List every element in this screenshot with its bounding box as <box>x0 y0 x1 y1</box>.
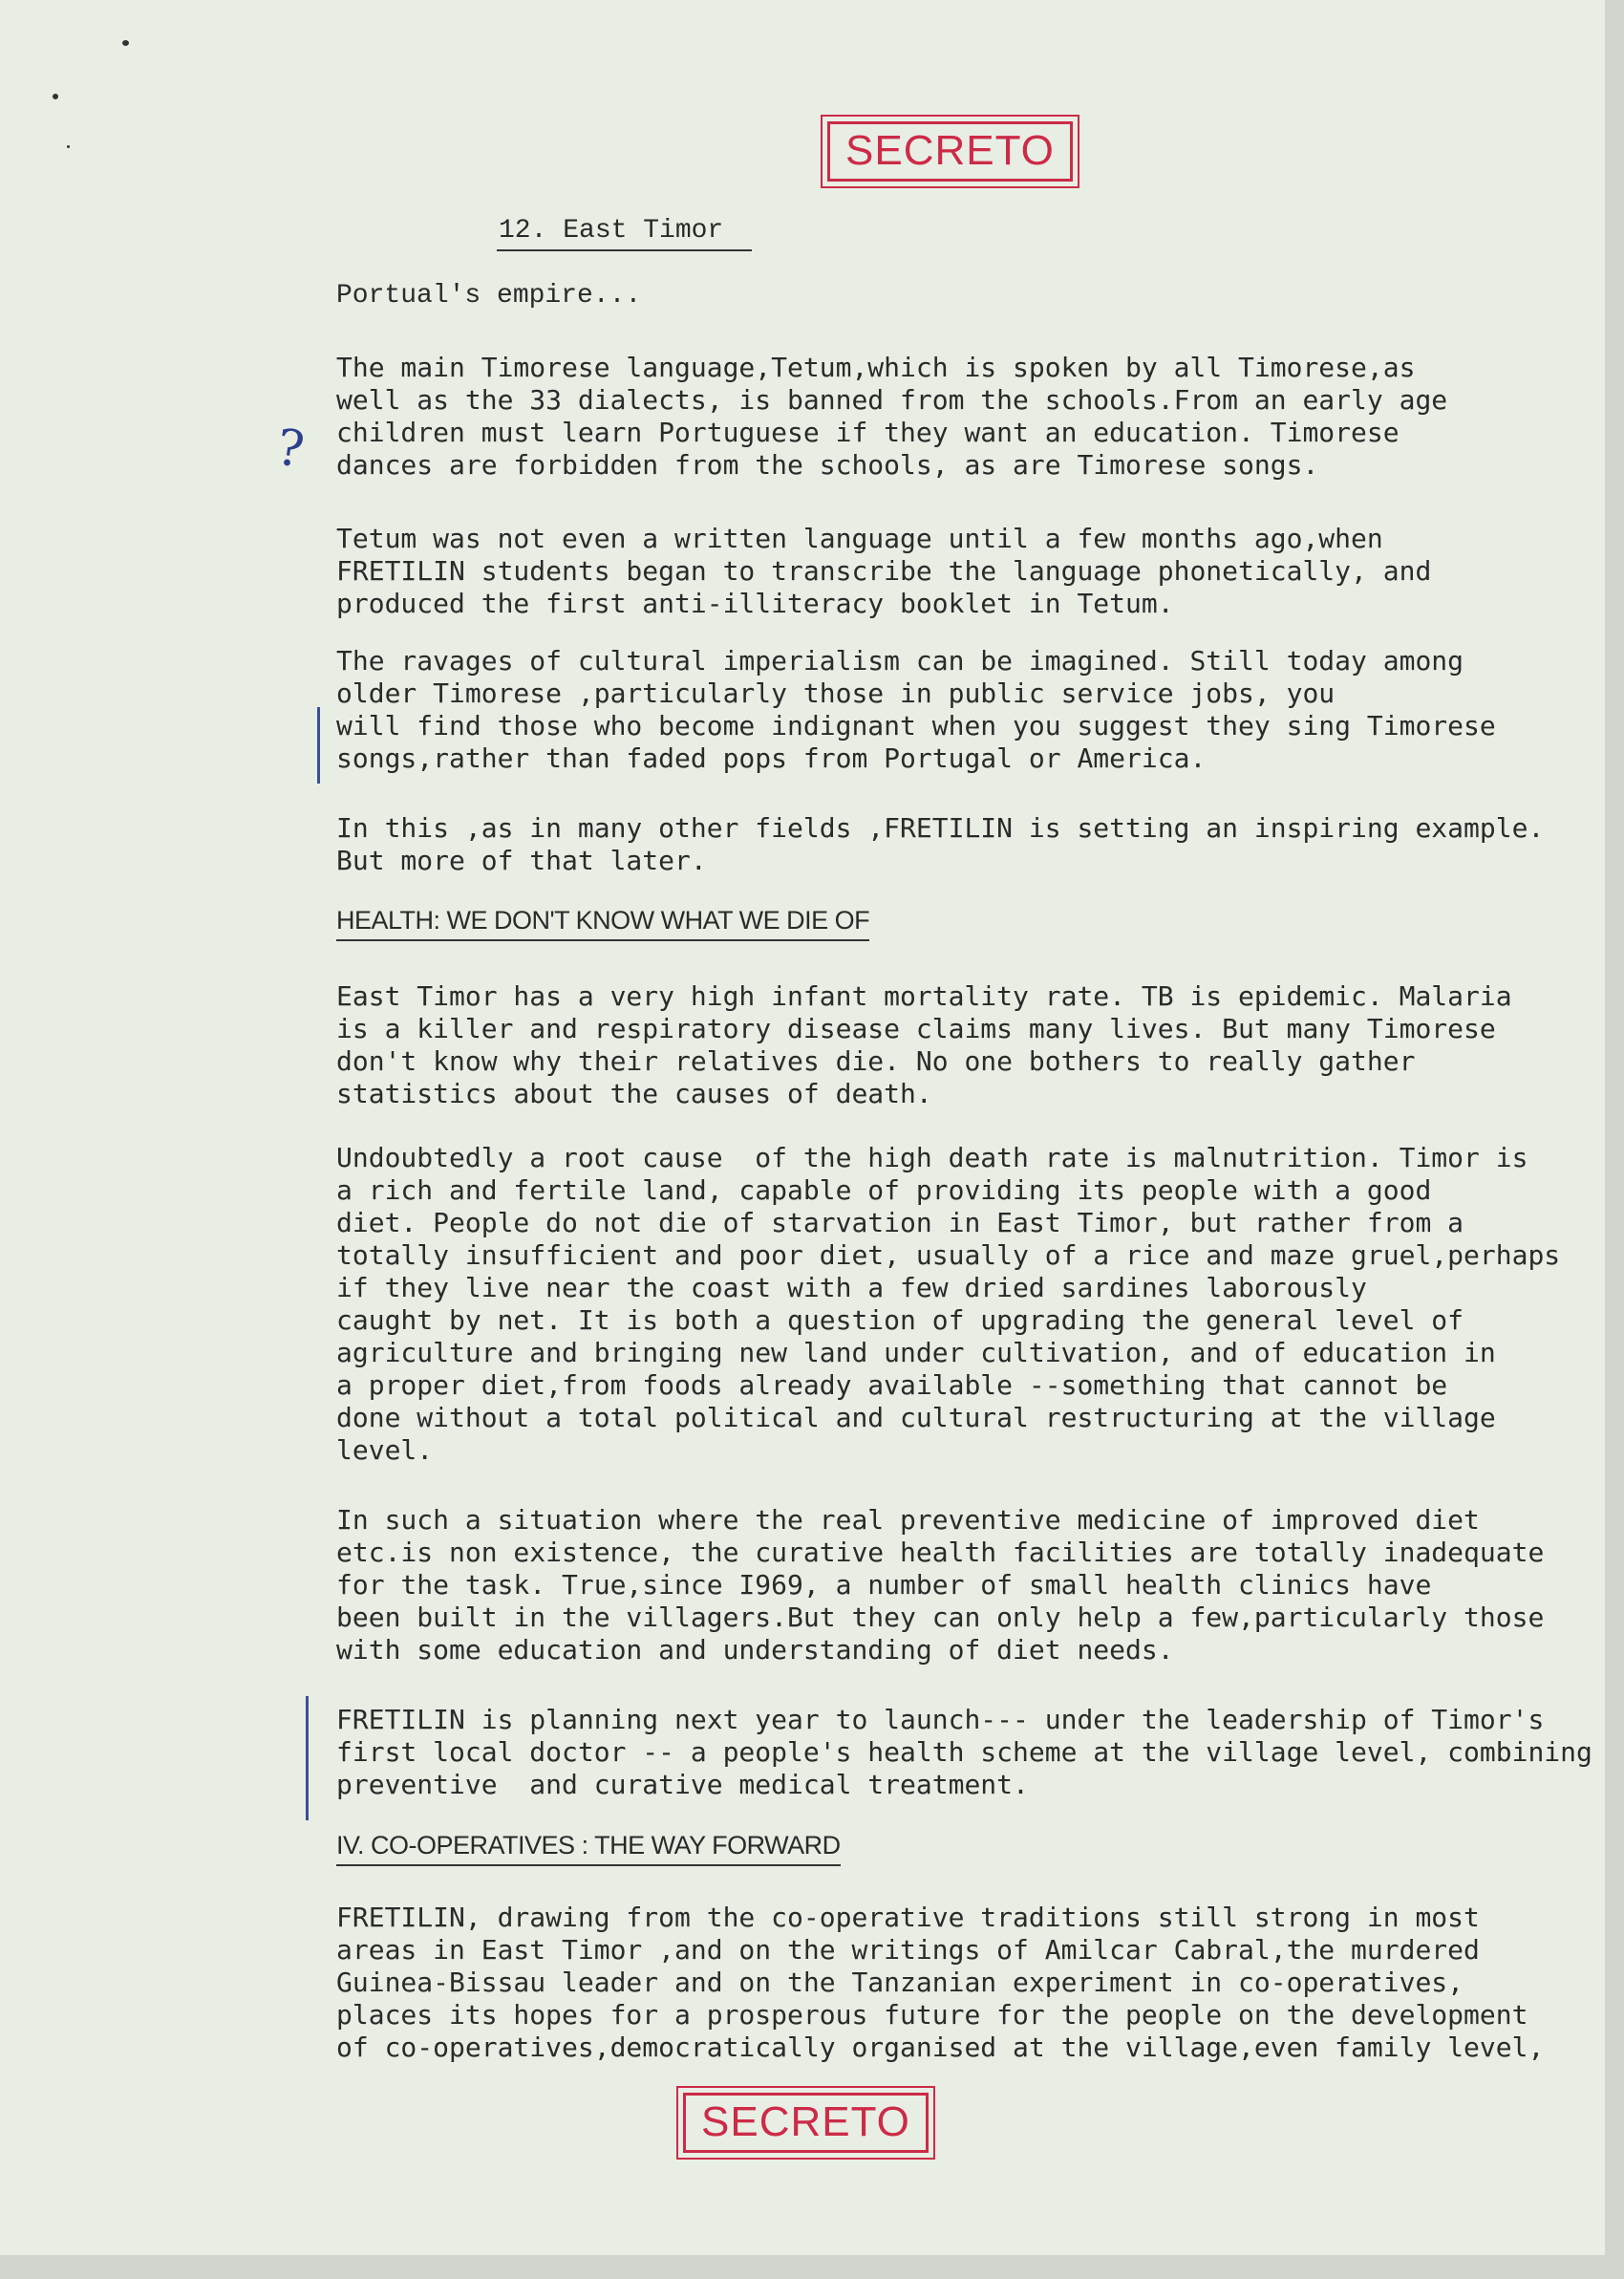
paragraph-health-facilities: In such a situation where the real preventive medicine of improved diet etc.is non existence, the curative health facilities are totally inadequate for the task. True,since I969, a number of small health clinics have been built in the villagers.But they can only help a few,particularly those with some education and understanding of diet needs. <box>336 1504 1545 1666</box>
secreto-stamp-top: SECRETO <box>827 121 1073 182</box>
page-edge-bottom <box>0 2255 1624 2279</box>
paragraph-cultural-imperialism: The ravages of cultural imperialism can be imagined. Still today among older Timorese ,particularly those in public service jobs, you will find those who become indignant when you suggest they sing Timorese songs,rather than faded pops from Portugal or America. <box>336 645 1496 774</box>
handwritten-margin-line <box>317 707 320 784</box>
heading-cooperatives: IV. CO-OPERATIVES : THE WAY FORWARD <box>336 1831 841 1866</box>
paragraph-health-scheme: FRETILIN is planning next year to launch--- under the leadership of Timor's first local doctor -- a people's health scheme at the village level, combining preventive and curative medical treatment. <box>336 1704 1592 1800</box>
scan-speck <box>53 94 58 99</box>
paragraph-tetum: Tetum was not even a written language until a few months ago,when FRETILIN students began to transcribe the language phonetically, and produced the first anti-illiteracy booklet in Tetum. <box>336 523 1432 619</box>
scan-speck <box>67 145 70 148</box>
heading-health: HEALTH: WE DON'T KNOW WHAT WE DIE OF <box>336 906 869 941</box>
page-edge-right <box>1605 0 1624 2279</box>
page-title: 12. East Timor <box>497 216 752 251</box>
paragraph-inspiring-example: In this ,as in many other fields ,FRETILIN is setting an inspiring example. But more of that later. <box>336 812 1545 876</box>
scan-speck <box>122 40 129 46</box>
secreto-stamp-bottom: SECRETO <box>683 2093 929 2153</box>
lead-line: Portual's empire... <box>336 281 642 311</box>
paragraph-cooperatives: FRETILIN, drawing from the co-operative traditions still strong in most areas in East Timor ,and on the writings of Amilcar Cabral,the murdered Guinea-Bissau leader and on the Tanzanian experiment in co-operatives, places its hopes for a prosperous future for the people on the development of co-operatives,democratically organised at the village,even family level, <box>336 1902 1545 2063</box>
handwritten-margin-line <box>306 1696 309 1820</box>
paragraph-mortality: East Timor has a very high infant mortality rate. TB is epidemic. Malaria is a killer and respiratory disease claims many lives. But many Timorese don't know why their relatives die. No one bothers to really gather statistics about the causes of death. <box>336 980 1512 1109</box>
paragraph-malnutrition: Undoubtedly a root cause of the high death rate is malnutrition. Timor is a rich and fertile land, capable of providing its people with a good diet. People do not die of starvation in East Timor, but rather from a totally insufficient and poor diet, usually of a rice and maze gruel,perhaps if they live near the coast with a few dried sardines laborously caught by net. It is both a question of upgrading the general level of agriculture and bringing new land under cultivation, and of education in a proper diet,from foods already available --something that cannot be done without a total political and cultural restructuring at the village level. <box>336 1142 1561 1466</box>
paragraph-language: The main Timorese language,Tetum,which is spoken by all Timorese,as well as the 33 dialects, is banned from the schools.From an early age children must learn Portuguese if they want an education. Timorese dances are forbidden from the schools, as are Timorese songs. <box>336 352 1448 481</box>
handwritten-question-mark: ? <box>272 419 308 480</box>
